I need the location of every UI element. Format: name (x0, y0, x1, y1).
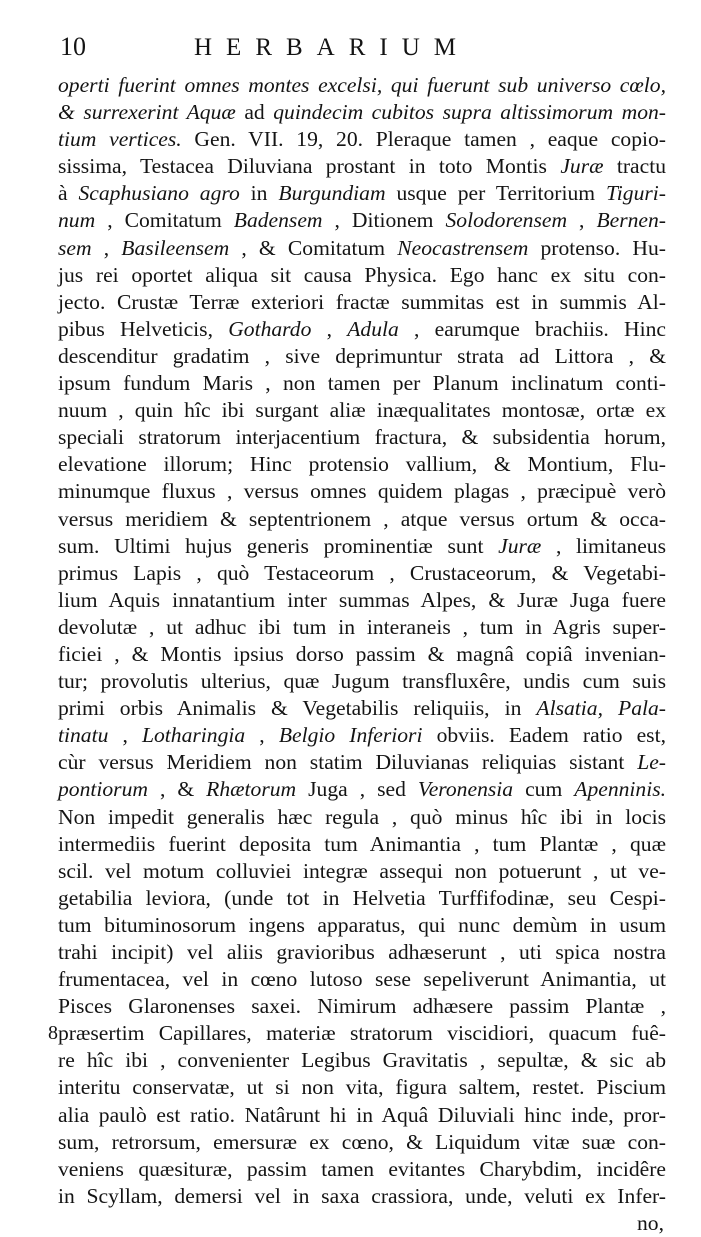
italic-segment: Juræ (560, 154, 604, 179)
italic-segment: Scaphusiano agro (78, 181, 240, 206)
italic-segment: sem (58, 235, 92, 260)
italic-segment: Tiguri- (605, 181, 666, 206)
text-segment: trahi incipit) vel aliis gravioribus adhæserunt , uti spica nostra (58, 940, 666, 964)
text-line (58, 993, 666, 1020)
text-line (58, 587, 666, 614)
text-segment: , (567, 208, 597, 233)
italic-segment: Belgio Inferiori (278, 723, 423, 748)
text-segment: pibus Helveticis, (58, 316, 229, 341)
catchword: no, (637, 1210, 664, 1235)
text-line (58, 1183, 666, 1210)
text-line (58, 153, 666, 180)
text-line (58, 99, 666, 126)
text-segment: intermediis fuerint deposita tum Animantia , tum Plantæ , quæ (58, 831, 666, 856)
text-line (58, 641, 666, 668)
text-segment: cum (513, 777, 575, 802)
text-segment: à (58, 181, 79, 206)
text-segment: jecto. Crustæ Terræ exteriori fractæ summitas est in summis Al- (58, 289, 666, 314)
text-segment: usque per Territorium (385, 181, 606, 206)
marginal-note: 8 (48, 1022, 58, 1045)
italic-segment: Adula (347, 316, 399, 341)
text-line (58, 1074, 666, 1101)
text-line (58, 72, 666, 99)
text-segment: in Scyllam, demersi vel in saxa crassiora, unde, veluti ex Infer- (58, 1183, 666, 1208)
text-segment: interitu conservatæ, ut si non vita, figura saltem, restet. Piscium (58, 1075, 666, 1100)
text-segment: , (91, 235, 122, 260)
text-line (58, 235, 666, 262)
italic-segment: Rhætorum (206, 777, 297, 802)
text-segment: cùr versus Meridiem non statim Diluvianas reliquias sistant (58, 750, 638, 775)
text-segment: frumentacea, vel in cœno lutoso sese sepeliverunt Animantia, ut (58, 967, 666, 992)
text-line (58, 316, 666, 343)
text-segment: , & Comitatum (229, 235, 398, 260)
text-segment: re hîc ibi , convenienter Legibus Gravitatis , sepultæ, & sic ab (58, 1048, 666, 1073)
text-segment: elevatione illorum; Hinc protensio vallium, & Montium, Flu- (58, 452, 666, 477)
italic-segment: Solodorensem (445, 208, 568, 233)
text-line (58, 858, 666, 885)
text-segment: protenso. Hu- (528, 235, 666, 260)
text-segment: præsertim Capillares, materiæ stratorum viscidiori, quacum fuê- (58, 1021, 666, 1046)
page-number: 10 (60, 32, 86, 61)
text-segment: sum. Ultimi hujus generis prominentiæ sunt (58, 533, 499, 558)
italic-segment: Bernen- (596, 208, 666, 233)
text-line (58, 885, 666, 912)
text-segment: , Comitatum (95, 208, 234, 233)
text-line (58, 207, 666, 234)
text-segment: in (239, 181, 279, 206)
italic-segment: Neocastrensem (397, 235, 529, 260)
book-page (48, 30, 667, 1237)
text-line (58, 451, 666, 478)
text-line (58, 939, 666, 966)
text-segment: , (245, 723, 279, 748)
italic-segment: quindecim cubitos supra altissimorum mon- (273, 100, 666, 125)
text-segment: , earumque brachiis. Hinc (398, 316, 666, 341)
italic-segment: pontiorum (58, 777, 148, 802)
italic-segment: tium vertices. (58, 127, 182, 152)
text-segment: sum, retrorsum, emersuræ ex cœno, & Liquidum vitæ suæ con- (58, 1129, 666, 1154)
text-segment: Pisces Glaronenses saxei. Nimirum adhæsere passim Plantæ , (58, 994, 666, 1019)
italic-segment: Gothardo (228, 316, 312, 341)
text-segment: speciali stratorum interjacentium fractura, & subsidentia horum, (58, 425, 666, 450)
text-line (58, 695, 666, 722)
text-segment: ficiei , & Montis ipsius dorso passim & magnâ copiâ invenian- (58, 641, 666, 666)
italic-segment: Burgundiam (278, 181, 386, 206)
text-line (58, 831, 666, 858)
text-line (58, 262, 666, 289)
text-segment: jus rei oportet aliqua sit causa Physica. Ego hanc ex situ con- (58, 262, 666, 287)
text-line (48, 1020, 666, 1047)
italic-segment: tinatu (58, 723, 109, 748)
text-segment: tractu (603, 154, 666, 179)
text-line (58, 180, 666, 207)
italic-segment: operti fuerint omnes montes excelsi, qui fuerunt sub universo cœlo, (58, 73, 666, 97)
page-header (58, 30, 666, 70)
text-segment: getabilia leviora, (unde tot in Helvetia Turffifodinæ, seu Cespi- (58, 885, 666, 910)
text-line (58, 343, 666, 370)
text-segment: Gen. VII. 19, 20. Pleraque tamen , eaque copio- (181, 127, 666, 152)
text-segment: ipsum fundum Maris , non tamen per Planum inclinatum conti- (58, 371, 666, 396)
text-segment: primus Lapis , quò Testaceorum , Crustaceorum, & Vegetabi- (58, 560, 666, 585)
text-segment: minumque fluxus , versus omnes quidem plagas , præcipuè verò (58, 479, 666, 504)
text-segment: veniens quæsituræ, passim tamen evitantes Charybdim, incidêre (58, 1156, 666, 1181)
text-line (58, 1047, 666, 1074)
text-line (58, 1102, 666, 1129)
text-line (58, 424, 666, 451)
text-line (58, 966, 666, 993)
text-segment: alia paulò est ratio. Natârunt hi in Aquâ Diluviali hinc inde, pror- (58, 1102, 666, 1127)
text-line (58, 1129, 666, 1156)
italic-segment: & surrexerint Aquæ (58, 100, 236, 125)
text-segment: , (108, 723, 142, 748)
italic-segment: Badensem (233, 208, 323, 233)
italic-segment: Lotharingia (142, 723, 246, 748)
text-line (58, 804, 666, 831)
text-segment: scil. vel motum colluviei integræ assequi non potuerunt , ut ve- (58, 858, 666, 883)
text-line (58, 478, 666, 505)
text-segment: descenditur gradatim , sive deprimuntur strata ad Littora , & (58, 343, 666, 368)
text-line (58, 912, 666, 939)
text-segment: sissima, Testacea Diluviana prostant in toto Montis (58, 154, 561, 179)
text-line (58, 668, 666, 695)
text-line (58, 749, 666, 776)
text-segment: obviis. Eadem ratio est, (422, 723, 666, 748)
text-line (58, 614, 666, 641)
text-line (58, 506, 666, 533)
text-segment: tum bituminosorum ingens apparatus, qui nunc demùm in usum (58, 912, 666, 937)
text-line (58, 289, 666, 316)
italic-segment: Juræ (498, 533, 542, 558)
text-segment: tur; provolutis ulterius, quæ Jugum transfluxêre, undis cum suis (58, 669, 666, 694)
running-head: HERBARIUM (194, 34, 471, 61)
text-line (58, 397, 666, 424)
text-line (58, 533, 666, 560)
text-segment: , Ditionem (322, 208, 446, 233)
text-line (58, 1156, 666, 1183)
italic-segment: Veronensia (417, 777, 514, 802)
italic-segment: Alsatia, Pala- (536, 696, 667, 721)
text-line (58, 560, 666, 587)
text-segment: ad (235, 100, 274, 125)
italic-segment: Le- (637, 750, 666, 775)
body-text (48, 72, 667, 1237)
text-line (58, 370, 666, 397)
text-segment: , limitaneus (541, 533, 667, 558)
text-line (58, 722, 666, 749)
text-segment: versus meridiem & septentrionem , atque versus ortum & occa- (58, 506, 666, 531)
text-line (58, 776, 666, 803)
text-segment: devolutæ , ut adhuc ibi tum in interaneis , tum in Agris super- (58, 614, 666, 639)
text-segment: nuum , quin hîc ibi surgant aliæ inæqualitates montosæ, ortæ ex (58, 398, 666, 423)
text-segment: , & (147, 777, 207, 802)
text-segment: lium Aquis innatantium inter summas Alpes, & Juræ Juga fuere (58, 587, 666, 612)
text-segment: , (311, 316, 348, 341)
text-segment: Non impedit generalis hæc regula , quò minus hîc ibi in locis (58, 804, 666, 829)
text-segment: Juga , sed (296, 777, 418, 802)
italic-segment: Apenninis. (574, 777, 667, 802)
italic-segment: Basileensem (121, 235, 230, 260)
text-line (58, 126, 666, 153)
italic-segment: num (58, 208, 96, 233)
text-segment: primi orbis Animalis & Vegetabilis reliquiis, in (58, 696, 537, 721)
